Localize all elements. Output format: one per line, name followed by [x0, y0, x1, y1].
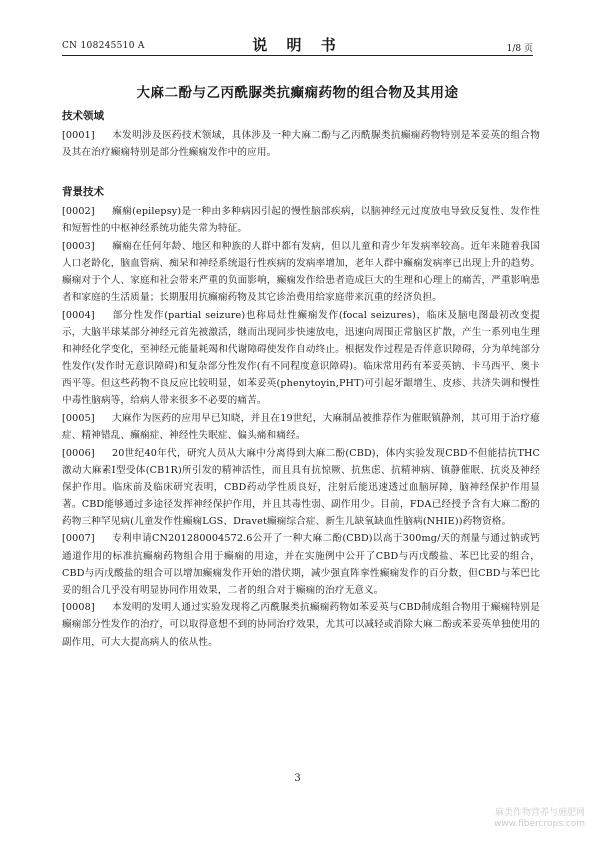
paragraph-0001	[62, 127, 540, 161]
paragraph-text: 癫痫(epilepsy)是一种由多种病因引起的慢性脑部疾病，以脑神经元过度放电导致反复性、发作性和短暂性的中枢神经系统功能失常为特征。	[62, 206, 540, 235]
paragraph-number: [0003]	[62, 240, 95, 252]
page-number: 3	[294, 773, 301, 784]
document-title: 大麻二酚与乙丙酰脲类抗癫痫药物的组合物及其用途	[136, 85, 459, 101]
paragraph-0005	[62, 410, 540, 444]
paragraph-number: [0007]	[62, 533, 95, 545]
paragraph-0006	[62, 445, 540, 530]
document-type-heading: 说 明 书	[252, 36, 343, 54]
paragraph-0003	[62, 238, 540, 306]
paragraph-number: [0005]	[62, 412, 95, 424]
paragraph-number: [0004]	[62, 309, 95, 321]
paragraph-0002	[62, 203, 540, 237]
site-watermark	[494, 808, 585, 830]
paragraph-0008	[62, 599, 540, 650]
patent-number: CN 108245510 A	[62, 41, 145, 51]
paragraph-number: [0002]	[62, 206, 95, 218]
paragraph-text: 本发明的发明人通过实验发现将乙丙酰脲类抗癫痫药物如苯妥英与CBD制成组合物用于癫痫特别是癫痫部分性发作的治疗，可以取得意想不到的协同治疗效果，尤其可以减轻或消除大麻二酚或苯妥英单独使用的副作用，可大大提高病人的依从性。	[62, 602, 540, 648]
paragraph-text: 20世纪40年代，研究人员从大麻中分离得到大麻二酚(CBD)，体内实验发现CBD不但能拮抗THC激动大麻素I型受体(CB1R)所引发的精神活性，而且具有抗惊厥、抗焦虑、抗精神病、镇静催眠、抗炎及神经保护作用。临床前及临床研究表明，CBD药动学性质良好，注射后能迅速透过血脑屏障，脑神经保护作用显著。CBD能够通过多途径发挥神经保护作用，并且其毒性弱、副作用少。目前，FDA已经授予含有大麻二酚的药物三种罕见病(儿童发作性癫痫LGS、Dravet癫痫综合症、新生儿缺氧缺血性脑病(NHIE))药物资格。	[62, 447, 540, 527]
paragraph-text: 专利申请CN201280004572.6公开了一种大麻二酚(CBD)以高于300mg/天的剂量与通过钠或钙通道作用的标准抗癫痫药物组合用于癫痫的用途，并在实施例中公开了CBD与丙戊酸盐、苯巴比妥的组合，CBD与丙戊酸盐的组合可以增加癫痫发作开始的潜伏期，减少强直阵挛性癫痫发作的百分数，但CBD与苯巴比妥的组合几乎没有明显协同作用效果，二者的组合对于癫痫的治疗无意义。	[62, 533, 540, 596]
watermark-url: www.fibercrops.com	[494, 819, 585, 829]
paragraph-text: 大麻作为医药的应用早已知晓，并且在19世纪，大麻制品被推荐作为催眠镇静剂，其可用于治疗癔症、精神错乱、癫痫症、神经性失眠症、偏头痛和痛经。	[62, 412, 540, 441]
section-heading-background: 背景技术	[62, 186, 104, 199]
page-label: 1/8 页	[506, 44, 533, 54]
paragraph-0007	[62, 530, 540, 598]
document-body	[62, 100, 540, 651]
paragraph-text: 本发明涉及医药技术领域，具体涉及一种大麻二酚与乙丙酰脲类抗癫痫药物特别是苯妥英的组合物及其在治疗癫痫特别是部分性癫痫发作中的应用。	[62, 130, 540, 159]
watermark-site-name: 麻类作物营养与施肥网	[494, 808, 585, 818]
paragraph-0004	[62, 307, 540, 410]
paragraph-text: 部分性发作(partial seizure)也称局灶性癫痫发作(focal seizures)，临床及脑电图最初改变提示，大脑半球某部分神经元首先被激活，继而出现同步快速放电，迅速向周围正常脑区扩散，产生一系列电生理和神经化学变化，至神经元能量耗竭和代谢障碍使发作自动终止。根据发作过程是否伴意识障碍，分为单纯部分性发作(发作时无意识障碍)和复杂部分性发作(有不同程度意识障碍)。临床常用药有苯妥英钠、卡马西平、奥卡西平等。但这些药物不良反应比较明显，如苯妥英(phenytoyin,PHT)可引起牙龈增生、皮疹、共济失调和慢性中毒性脑病等，给病人带来很多不必要的痛苦。	[62, 309, 540, 407]
header-rule	[62, 55, 533, 56]
section-heading-field: 技术领域	[62, 110, 104, 122]
paragraph-number: [0008]	[62, 602, 95, 614]
paragraph-number: [0006]	[62, 447, 95, 459]
paragraph-number: [0001]	[62, 130, 95, 141]
paragraph-text: 癫痫在任何年龄、地区和种族的人群中都有发病，但以儿童和青少年发病率较高。近年来随着我国人口老龄化，脑血管病、痴呆和神经系统退行性疾病的发病率增加，老年人群中癫痫发病率已出现上升的趋势。癫痫对于个人、家庭和社会带来严重的负面影响，癫痫发作给患者造成巨大的生理和心理上的痛苦，严重影响患者和家庭的生活质量；长期服用抗癫痫药物及其它诊治费用给家庭带来沉重的经济负担。	[62, 240, 540, 304]
